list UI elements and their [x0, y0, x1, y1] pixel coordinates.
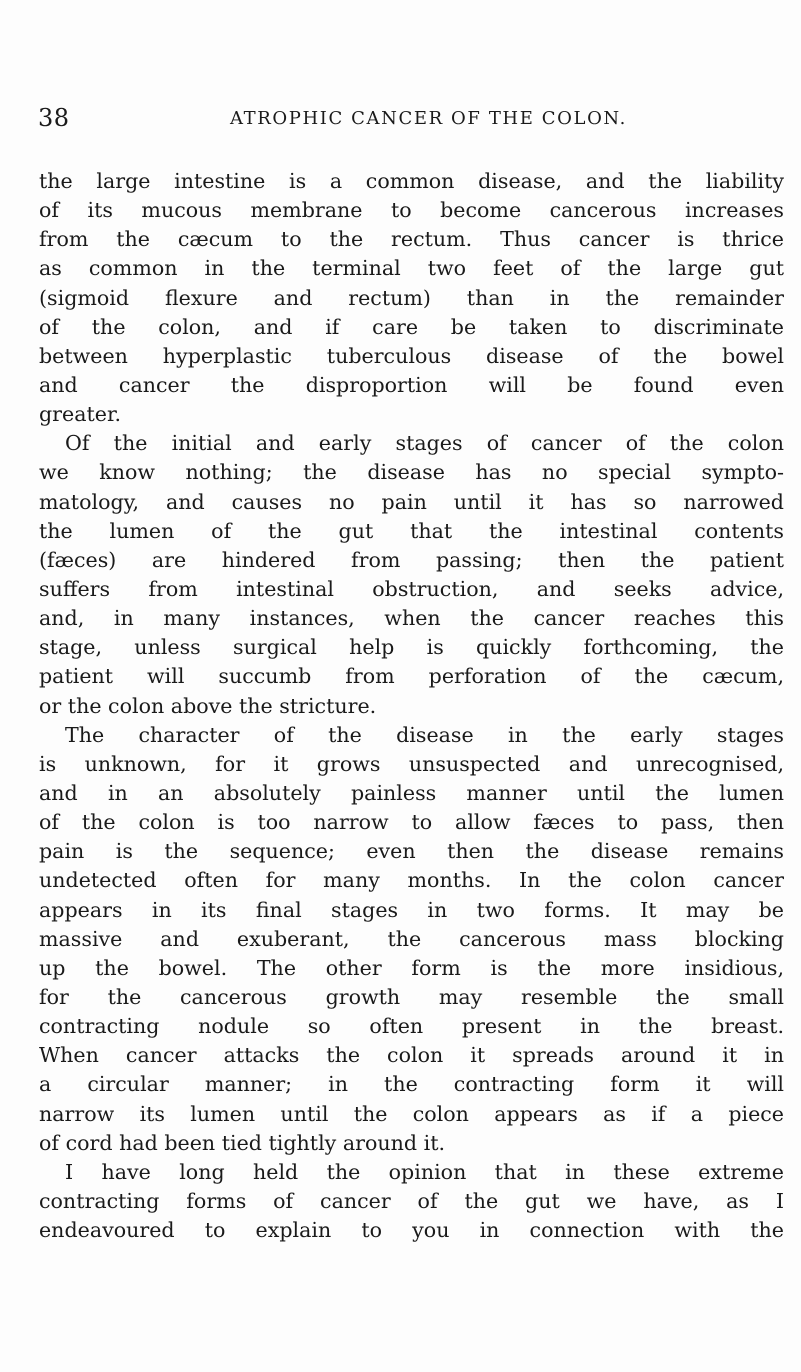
text-line: narrow its lumen until the colon appears as if a piece	[39, 1101, 784, 1126]
text-line: up the bowel. The other form is the more insidious,	[39, 955, 784, 980]
text-line: for the cancerous growth may resemble the small	[39, 984, 784, 1009]
text-line: appears in its final stages in two forms. It may be	[39, 897, 784, 922]
body-text	[39, 167, 784, 1245]
text-line: contracting nodule so often present in the breast.	[39, 1014, 784, 1039]
text-line: (sigmoid flexure and rectum) than in the remainder	[39, 285, 784, 310]
text-line: and in an absolutely painless manner until the lumen	[39, 780, 784, 805]
running-title: ATROPHIC CANCER OF THE COLON.	[230, 108, 627, 129]
text-line: is unknown, for it grows unsuspected and unrecognised,	[39, 751, 784, 776]
text-line: The character of the disease in the early stages	[65, 722, 784, 747]
text-line: suffers from intestinal obstruction, and seeks advice,	[39, 576, 784, 601]
text-line: of cord had been tied tightly around it.	[39, 1130, 446, 1155]
text-line: of its mucous membrane to become cancerous increases	[39, 198, 784, 223]
text-line: of the colon is too narrow to allow fæces to pass, then	[39, 810, 784, 835]
text-line: the large intestine is a common disease, and the liability	[39, 169, 784, 193]
text-line: stage, unless surgical help is quickly forthcoming, the	[39, 635, 784, 660]
running-head	[30, 104, 770, 136]
text-line: (fæces) are hindered from passing; then the patient	[39, 547, 784, 572]
text-line: Of the initial and early stages of cancer of the colon	[65, 431, 784, 456]
text-line: a circular manner; in the contracting form it will	[39, 1072, 784, 1097]
text-line: we know nothing; the disease has no special sympto-	[39, 460, 784, 485]
text-line: patient will succumb from perforation of the cæcum,	[39, 664, 784, 689]
text-line: greater.	[39, 402, 122, 427]
text-line: undetected often for many months. In the colon cancer	[39, 868, 784, 893]
text-line: from the cæcum to the rectum. Thus cancer is thrice	[39, 227, 784, 252]
text-line: When cancer attacks the colon it spreads around it in	[39, 1043, 784, 1068]
text-line: pain is the sequence; even then the disease remains	[39, 839, 784, 864]
text-line: the lumen of the gut that the intestinal contents	[39, 518, 784, 543]
page-number: 38	[38, 104, 70, 132]
text-line: massive and exuberant, the cancerous mass blocking	[39, 926, 784, 951]
text-line: I have long held the opinion that in these extreme	[65, 1159, 784, 1184]
text-line: as common in the terminal two feet of the large gut	[39, 256, 784, 281]
text-line: contracting forms of cancer of the gut we have, as I	[39, 1188, 784, 1213]
text-line: and, in many instances, when the cancer reaches this	[39, 606, 784, 631]
text-line: endeavoured to explain to you in connection with the	[39, 1218, 784, 1243]
text-line: between hyperplastic tuberculous disease of the bowel	[39, 343, 784, 368]
text-line: and cancer the disproportion will be found even	[39, 372, 784, 397]
text-line: or the colon above the stricture.	[39, 693, 377, 718]
text-line: matology, and causes no pain until it has so narrowed	[39, 489, 784, 514]
text-line: of the colon, and if care be taken to discriminate	[39, 314, 784, 339]
